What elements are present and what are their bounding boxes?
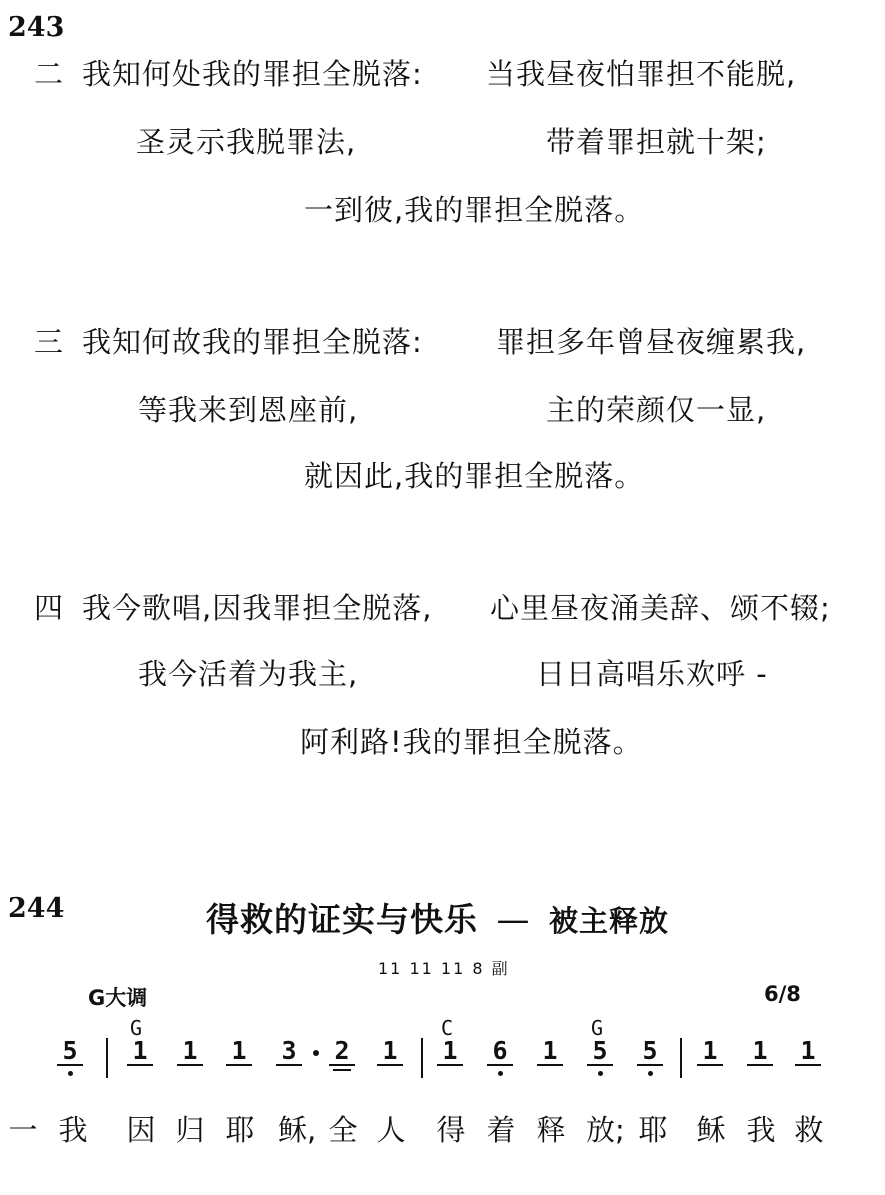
lyric-syllable: 耶: [638, 1113, 668, 1147]
lyric-line: 带着罪担就十架;: [546, 125, 767, 159]
title-subtitle: 被主释放: [549, 904, 670, 938]
lyric-syllable: 归: [175, 1113, 205, 1147]
lyric-line: 圣灵示我脱罪法,: [136, 125, 357, 159]
music-note: 1: [795, 1038, 821, 1066]
lyric-syllable: 得: [436, 1113, 466, 1147]
lyric-syllable: 稣,: [278, 1113, 317, 1147]
verse-label: 二: [34, 57, 65, 91]
lyric-syllable: 全: [328, 1113, 358, 1147]
dotted-note-marker: [313, 1050, 319, 1056]
key-signature: G大调: [88, 986, 148, 1010]
music-note: 1: [177, 1038, 203, 1066]
lyric-syllable: 放;: [586, 1113, 625, 1147]
lyric-syllable: 我: [58, 1113, 88, 1147]
title-dash: —: [496, 900, 531, 939]
chord-symbol: C: [441, 1016, 454, 1040]
title-main: 得救的证实与快乐: [206, 900, 478, 939]
chord-symbol: G: [130, 1016, 143, 1040]
lyric-line: 阿利路!我的罪担全脱落。: [300, 725, 643, 759]
music-note: 3: [276, 1038, 302, 1066]
lyric-line: 我知何处我的罪担全脱落:: [82, 57, 423, 91]
lyric-line: 就因此,我的罪担全脱落。: [304, 459, 645, 493]
meter: 11 11 11 8 副: [378, 959, 510, 978]
verse-label: 三: [34, 325, 65, 359]
bar-line: [421, 1038, 423, 1078]
lyric-line: 日日高唱乐欢呼 -: [536, 657, 768, 691]
music-note: 2: [329, 1038, 355, 1066]
music-note: 1: [537, 1038, 563, 1066]
lyric-line: 我今歌唱,因我罪担全脱落,: [82, 591, 433, 625]
lyric-line: 主的荣颜仅一显,: [546, 393, 767, 427]
hymn-number: 244: [8, 893, 65, 924]
bar-line: [680, 1038, 682, 1078]
lyric-syllable: 救: [794, 1113, 824, 1147]
time-signature: 6/8: [764, 982, 801, 1006]
lyric-syllable: 我: [746, 1113, 776, 1147]
music-note: 6: [487, 1038, 513, 1066]
music-note: 5: [637, 1038, 663, 1066]
music-note: 1: [377, 1038, 403, 1066]
lyric-syllable: 人: [376, 1113, 406, 1147]
bar-line: [106, 1038, 108, 1078]
verse-label: 一: [8, 1113, 38, 1147]
lyric-line: 一到彼,我的罪担全脱落。: [304, 193, 645, 227]
lyric-line: 罪担多年曾昼夜缠累我,: [496, 325, 807, 359]
lyric-line: 心里昼夜涌美辞、颂不辍;: [490, 591, 831, 625]
music-note: 1: [697, 1038, 723, 1066]
chord-symbol: G: [591, 1016, 604, 1040]
hymn-title: [206, 894, 669, 941]
lyric-syllable: 着: [486, 1113, 516, 1147]
verse-label: 四: [34, 591, 65, 625]
lyric-syllable: 释: [536, 1113, 566, 1147]
music-note: 1: [127, 1038, 153, 1066]
lyric-line: 当我昼夜怕罪担不能脱,: [486, 57, 797, 91]
music-note: 5: [57, 1038, 83, 1066]
music-note: 1: [437, 1038, 463, 1066]
lyric-line: 我今活着为我主,: [138, 657, 359, 691]
lyric-line: 我知何故我的罪担全脱落:: [82, 325, 423, 359]
lyric-syllable: 因: [126, 1113, 156, 1147]
hymn-number: 243: [8, 12, 65, 43]
music-note: 1: [747, 1038, 773, 1066]
lyric-syllable: 耶: [225, 1113, 255, 1147]
music-note: 5: [587, 1038, 613, 1066]
lyric-syllable: 稣: [696, 1113, 726, 1147]
music-note: 1: [226, 1038, 252, 1066]
lyric-line: 等我来到恩座前,: [138, 393, 359, 427]
